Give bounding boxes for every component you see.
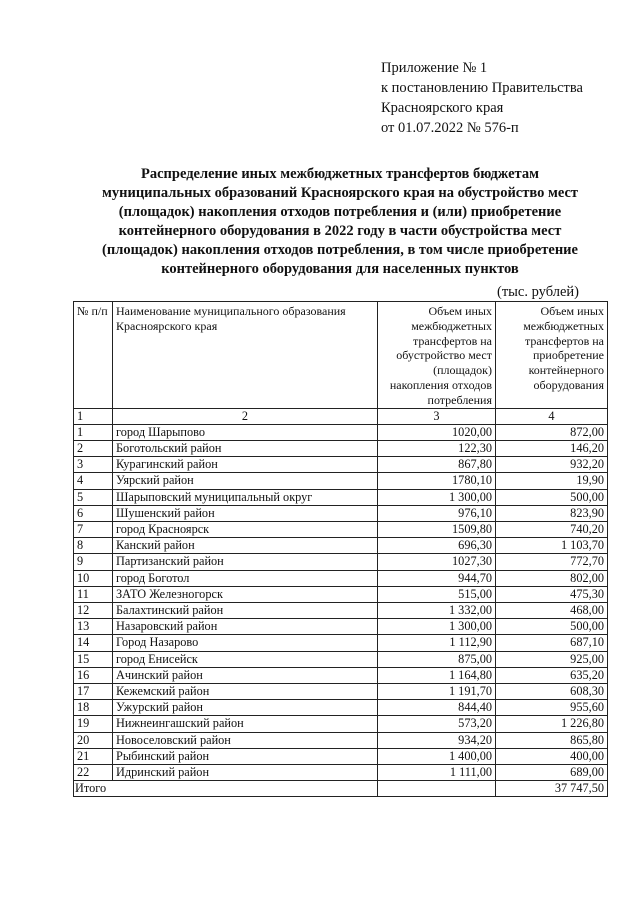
municipality-name: Ужурский район <box>113 700 378 716</box>
municipality-name: Идринский район <box>113 765 378 781</box>
units-label: (тыс. рублей) <box>497 284 579 300</box>
total-equipment-volume: 37 747,50 <box>496 781 608 797</box>
header-equipment-volume: Объем иных межбюджетных трансфертов на приобретение контейнерного оборудования <box>496 302 608 409</box>
table-row <box>74 505 608 521</box>
sites-volume-value: 934,20 <box>378 732 496 748</box>
equipment-volume-value: 689,00 <box>496 765 608 781</box>
table-row <box>74 635 608 651</box>
row-number: 3 <box>74 457 113 473</box>
sites-volume-value: 1509,80 <box>378 522 496 538</box>
municipality-name: Кежемский район <box>113 684 378 700</box>
equipment-volume-value: 608,30 <box>496 684 608 700</box>
table-row <box>74 651 608 667</box>
equipment-volume-value: 635,20 <box>496 667 608 683</box>
table-row <box>74 700 608 716</box>
table-row <box>74 684 608 700</box>
table-row <box>74 522 608 538</box>
sites-volume-value: 1 400,00 <box>378 748 496 764</box>
equipment-volume-value: 146,20 <box>496 440 608 456</box>
table-row <box>74 457 608 473</box>
municipality-name: Город Назарово <box>113 635 378 651</box>
municipality-name: Уярский район <box>113 473 378 489</box>
sites-volume-value: 1 300,00 <box>378 619 496 635</box>
column-number: 1 <box>74 408 113 424</box>
title-line: контейнерного оборудования в 2022 году в части обустройства мест <box>118 223 562 239</box>
equipment-volume-value: 740,20 <box>496 522 608 538</box>
sites-volume-value: 844,40 <box>378 700 496 716</box>
table-row <box>74 732 608 748</box>
municipality-name: Шарыповский муниципальный округ <box>113 489 378 505</box>
sites-volume-value: 1 112,90 <box>378 635 496 651</box>
sites-volume-value: 573,20 <box>378 716 496 732</box>
sites-volume-value: 867,80 <box>378 457 496 473</box>
municipality-name: Назаровский район <box>113 619 378 635</box>
title-line: Распределение иных межбюджетных трансфертов бюджетам <box>141 166 539 182</box>
appendix-block <box>381 58 621 138</box>
sites-volume-value: 875,00 <box>378 651 496 667</box>
row-number: 16 <box>74 667 113 683</box>
table-row <box>74 765 608 781</box>
equipment-volume-value: 1 226,80 <box>496 716 608 732</box>
sites-volume-value: 122,30 <box>378 440 496 456</box>
equipment-volume-value: 1 103,70 <box>496 538 608 554</box>
equipment-volume-value: 500,00 <box>496 619 608 635</box>
row-number: 2 <box>74 440 113 456</box>
equipment-volume-value: 400,00 <box>496 748 608 764</box>
sites-volume-value: 1027,30 <box>378 554 496 570</box>
row-number: 12 <box>74 603 113 619</box>
header-sites-volume: Объем иных межбюджетных трансфертов на обустройство мест (площадок) накопления отходов потребления <box>378 302 496 409</box>
row-number: 1 <box>74 424 113 440</box>
equipment-volume-value: 19,90 <box>496 473 608 489</box>
title-line: контейнерного оборудования для населенных пунктов <box>161 261 519 277</box>
table-row <box>74 424 608 440</box>
row-number: 5 <box>74 489 113 505</box>
municipality-name: Курагинский район <box>113 457 378 473</box>
row-number: 15 <box>74 651 113 667</box>
equipment-volume-value: 687,10 <box>496 635 608 651</box>
equipment-volume-value: 932,20 <box>496 457 608 473</box>
row-number: 21 <box>74 748 113 764</box>
sites-volume-value: 1 332,00 <box>378 603 496 619</box>
equipment-volume-value: 468,00 <box>496 603 608 619</box>
table-row <box>74 489 608 505</box>
table-row <box>74 554 608 570</box>
equipment-volume-value: 772,70 <box>496 554 608 570</box>
table-row <box>74 586 608 602</box>
appendix-line: от 01.07.2022 № 576-п <box>381 120 519 136</box>
row-number: 22 <box>74 765 113 781</box>
sites-volume-value: 1 300,00 <box>378 489 496 505</box>
row-number: 18 <box>74 700 113 716</box>
sites-volume-value: 1 111,00 <box>378 765 496 781</box>
municipality-name: Шушенский район <box>113 505 378 521</box>
equipment-volume-value: 865,80 <box>496 732 608 748</box>
equipment-volume-value: 500,00 <box>496 489 608 505</box>
equipment-volume-value: 872,00 <box>496 424 608 440</box>
sites-volume-value: 976,10 <box>378 505 496 521</box>
total-sites-volume <box>378 781 496 797</box>
municipality-name: Канский район <box>113 538 378 554</box>
sites-volume-value: 1 164,80 <box>378 667 496 683</box>
row-number: 19 <box>74 716 113 732</box>
column-number: 4 <box>496 408 608 424</box>
equipment-volume-value: 823,90 <box>496 505 608 521</box>
municipality-name: ЗАТО Железногорск <box>113 586 378 602</box>
table-row <box>74 473 608 489</box>
municipality-name: Новоселовский район <box>113 732 378 748</box>
header-number: № п/п <box>74 302 113 409</box>
row-number: 4 <box>74 473 113 489</box>
document-title <box>60 165 620 279</box>
transfers-table <box>73 301 608 797</box>
sites-volume-value: 1780,10 <box>378 473 496 489</box>
title-line: муниципальных образований Красноярского края на обустройство мест <box>101 185 579 201</box>
equipment-volume-value: 925,00 <box>496 651 608 667</box>
row-number: 10 <box>74 570 113 586</box>
sites-volume-value: 515,00 <box>378 586 496 602</box>
appendix-line: Красноярского края <box>381 100 504 116</box>
table-row <box>74 538 608 554</box>
table-row <box>74 748 608 764</box>
appendix-line: к постановлению Правительства <box>381 80 583 96</box>
municipality-name: Боготольский район <box>113 440 378 456</box>
municipality-name: Партизанский район <box>113 554 378 570</box>
column-numbering-row <box>74 408 608 424</box>
table-row <box>74 716 608 732</box>
sites-volume-value: 1020,00 <box>378 424 496 440</box>
municipality-name: Нижнеингашский район <box>113 716 378 732</box>
table-row <box>74 603 608 619</box>
appendix-line: Приложение № 1 <box>381 60 488 76</box>
title-line: (площадок) накопления отходов потребления и (или) приобретение <box>118 204 562 220</box>
municipality-name: Рыбинский район <box>113 748 378 764</box>
table-row <box>74 570 608 586</box>
row-number: 11 <box>74 586 113 602</box>
total-label: Итого <box>74 781 378 797</box>
row-number: 17 <box>74 684 113 700</box>
sites-volume-value: 696,30 <box>378 538 496 554</box>
municipality-name: Балахтинский район <box>113 603 378 619</box>
equipment-volume-value: 802,00 <box>496 570 608 586</box>
row-number: 13 <box>74 619 113 635</box>
row-number: 7 <box>74 522 113 538</box>
sites-volume-value: 1 191,70 <box>378 684 496 700</box>
row-number: 14 <box>74 635 113 651</box>
row-number: 20 <box>74 732 113 748</box>
table-row <box>74 619 608 635</box>
equipment-volume-value: 475,30 <box>496 586 608 602</box>
table-row <box>74 440 608 456</box>
equipment-volume-value: 955,60 <box>496 700 608 716</box>
total-row <box>74 781 608 797</box>
municipality-name: город Енисейск <box>113 651 378 667</box>
municipality-name: город Боготол <box>113 570 378 586</box>
title-line: (площадок) накопления отходов потребления, в том числе приобретение <box>102 242 578 258</box>
table-header-row <box>74 302 608 409</box>
column-number: 3 <box>378 408 496 424</box>
column-number: 2 <box>113 408 378 424</box>
row-number: 9 <box>74 554 113 570</box>
row-number: 6 <box>74 505 113 521</box>
row-number: 8 <box>74 538 113 554</box>
municipality-name: город Шарыпово <box>113 424 378 440</box>
sites-volume-value: 944,70 <box>378 570 496 586</box>
table-row <box>74 667 608 683</box>
municipality-name: город Красноярск <box>113 522 378 538</box>
header-municipality: Наименование муниципального образования Красноярского края <box>113 302 378 409</box>
municipality-name: Ачинский район <box>113 667 378 683</box>
